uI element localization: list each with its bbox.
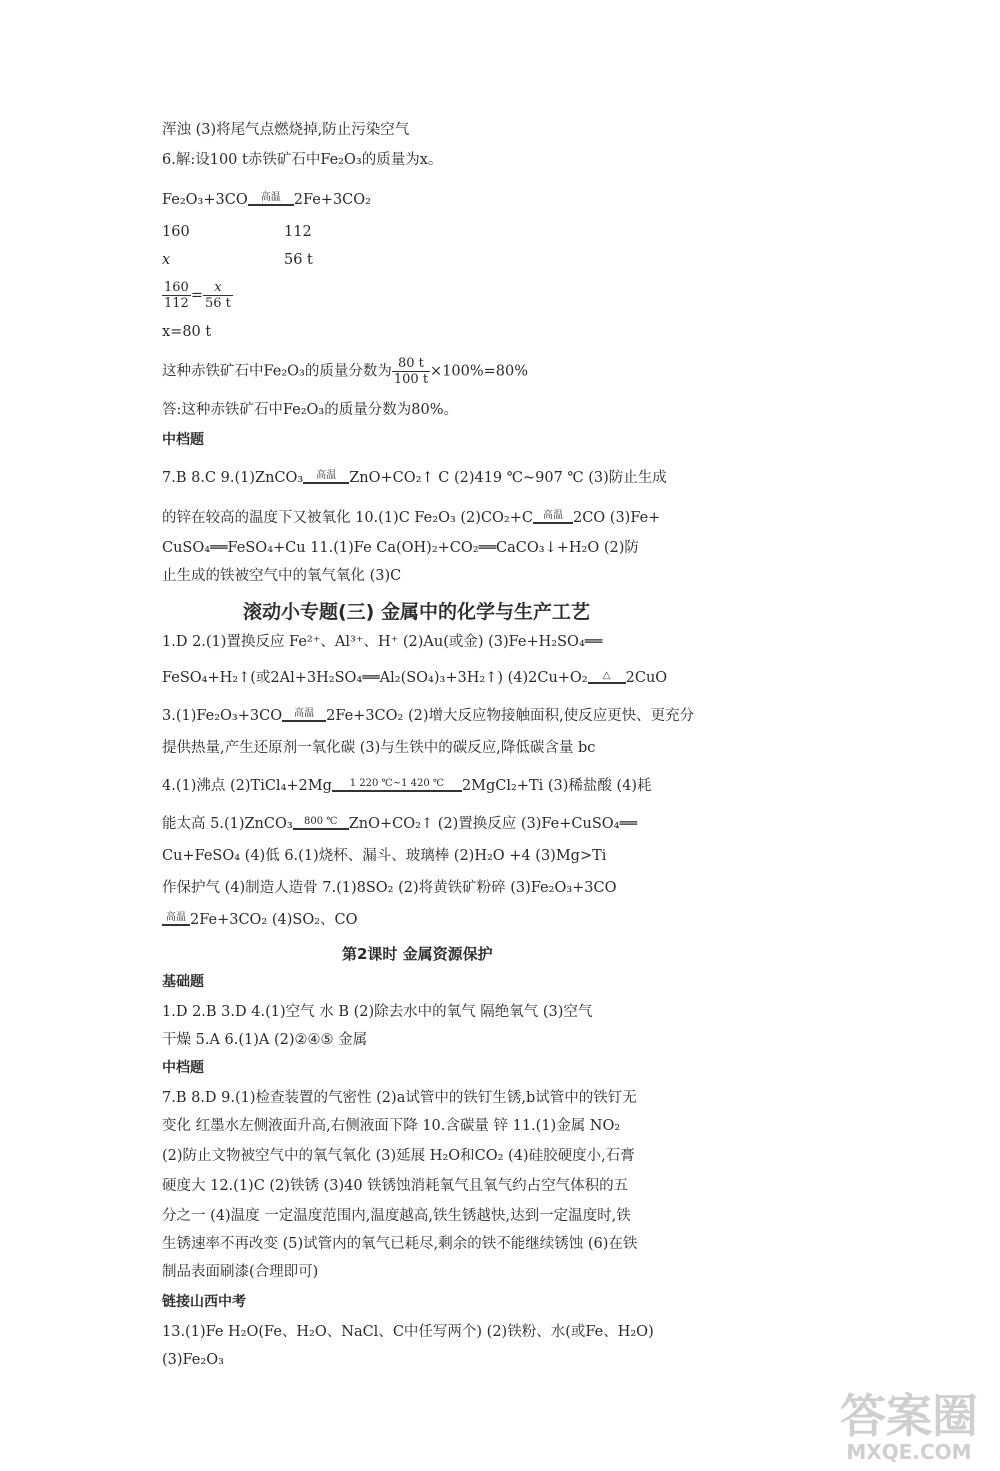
- reaction-condition: 高温: [282, 709, 326, 724]
- text-line: 7.B 8.C 9.(1)ZnCO₃ 高温 ZnO+CO₂↑ C (2)419 ℃~907 ℃ (3)防止生成: [162, 470, 667, 486]
- equation-line: [162, 190, 371, 212]
- section-heading: 中档题: [162, 432, 204, 448]
- text-line: 变化 红墨水左侧液面升高,右侧液面下降 10.含碳量 锌 11.(1)金属 NO₂: [162, 1118, 621, 1134]
- fraction: $\frac{160}{112}$: [164, 280, 189, 311]
- text-line: 4.(1)沸点 (2)TiCl₄+2Mg 1 220 ℃~1 420 ℃ 2MgCl₂+Ti (3)稀盐酸 (4)耗: [162, 778, 652, 794]
- reaction-condition: 高温: [162, 913, 190, 928]
- text-line: 作保护气 (4)制造人造骨 7.(1)8SO₂ (2)将黄铁矿粉碎 (3)Fe₂O₃+3CO: [162, 880, 617, 896]
- text-line: 这种赤铁矿石中Fe₂O₃的质量分数为 $\frac{80 t}{100 t}$ ×100%=80%: [162, 356, 529, 387]
- text-line: (2)防止文物被空气中的氧气氧化 (3)延展 H₂O和CO₂ (4)硅胶硬度小,石膏: [162, 1148, 635, 1164]
- text-line: 制品表面刷漆(合理即可): [162, 1264, 319, 1280]
- text-line: 干燥 5.A 6.(1)A (2)②④⑤ 金属: [162, 1032, 368, 1048]
- section-heading: 基础题: [162, 974, 204, 990]
- section-heading: 链接山西中考: [162, 1294, 246, 1310]
- text-line: 答:这种赤铁矿石中Fe₂O₃的质量分数为80%。: [162, 402, 458, 418]
- reaction-condition: 800 ℃: [293, 817, 349, 832]
- text-line: 13.(1)Fe H₂O(Fe、H₂O、NaCl、C中任写两个) (2)铁粉、水(或Fe、H₂O): [162, 1324, 654, 1340]
- text-line: 止生成的铁被空气中的氧气氧化 (3)C: [162, 568, 402, 584]
- text-line: Cu+FeSO₄ (4)低 6.(1)烧杯、漏斗、玻璃棒 (2)H₂O +4 (3)Mg>Ti: [162, 848, 607, 864]
- text-line: 硬度大 12.(1)C (2)铁锈 (3)40 铁锈蚀消耗氧气且氧气约占空气体积的五: [162, 1178, 629, 1194]
- text-line: 1.D 2.(1)置换反应 Fe²⁺、Al³⁺、H⁺ (2)Au(或金) (3)Fe+H₂SO₄══: [162, 634, 603, 650]
- text-line: 3.(1)Fe₂O₃+3CO 高温 2Fe+3CO₂ (2)增大反应物接触面积,使反应更快、更充分: [162, 708, 695, 724]
- text-line: 提供热量,产生还原剂一氧化碳 (3)与生铁中的碳反应,降低碳含量 bc: [162, 740, 596, 756]
- equation-right: 2Fe+3CO₂: [293, 192, 371, 208]
- reaction-condition: △: [588, 671, 626, 686]
- text-line: 能太高 5.(1)ZnCO₃ 800 ℃ ZnO+CO₂↑ (2)置换反应 (3)Fe+CuSO₄══: [162, 816, 637, 832]
- text-line: 分之一 (4)温度 一定温度范围内,温度越高,铁生锈越快,达到一定温度时,铁: [162, 1208, 631, 1224]
- text-line: x 56 t: [162, 252, 313, 268]
- text-line: 160 112: [162, 224, 312, 240]
- fraction: $\frac{x}{56 t}$: [204, 280, 231, 311]
- text-line: x=80 t: [162, 324, 212, 340]
- reaction-condition: 1 220 ℃~1 420 ℃: [332, 779, 462, 794]
- text-line: 浑浊 (3)将尾气点燃烧掉,防止污染空气: [162, 122, 410, 138]
- text-line: 生锈速率不再改变 (5)试管内的氧气已耗尽,剩余的铁不能继续锈蚀 (6)在铁: [162, 1236, 638, 1252]
- text-line: 高温 2Fe+3CO₂ (4)SO₂、CO: [162, 910, 358, 932]
- fraction: $\frac{80 t}{100 t}$: [393, 356, 429, 387]
- reaction-condition: 高温: [248, 193, 294, 208]
- section-heading: 中档题: [162, 1060, 204, 1076]
- section-title: 滚动小专题(三) 金属中的化学与生产工艺: [243, 601, 590, 623]
- lesson-title: 第2课时 金属资源保护: [342, 945, 493, 963]
- watermark-logo: 答案圈 MXQE.COM: [840, 1389, 978, 1464]
- proportion-line: $\frac{160}{112}$ = $\frac{x}{56 t}$: [164, 280, 231, 311]
- text-line: 1.D 2.B 3.D 4.(1)空气 水 B (2)除去水中的氧气 隔绝氧气 (3)空气: [162, 1004, 593, 1020]
- text-line: 7.B 8.D 9.(1)检查装置的气密性 (2)a试管中的铁钉生锈,b试管中的铁钉无: [162, 1090, 637, 1106]
- text-line: FeSO₄+H₂↑(或2Al+3H₂SO₄══Al₂(SO₄)₃+3H₂↑) (4)2Cu+O₂ △ 2CuO: [162, 670, 668, 686]
- text-line: 的锌在较高的温度下又被氧化 10.(1)C Fe₂O₃ (2)CO₂+C 高温 2CO (3)Fe+: [162, 510, 661, 526]
- reaction-condition: 高温: [303, 471, 349, 486]
- text-line: CuSO₄══FeSO₄+Cu 11.(1)Fe Ca(OH)₂+CO₂══CaCO₃↓+H₂O (2)防: [162, 540, 639, 556]
- equation-left: Fe₂O₃+3CO: [162, 192, 248, 208]
- text-line: 6.解:设100 t赤铁矿石中Fe₂O₃的质量为x。: [162, 152, 443, 168]
- text-line: (3)Fe₂O₃: [162, 1352, 224, 1368]
- reaction-condition: 高温: [533, 511, 573, 526]
